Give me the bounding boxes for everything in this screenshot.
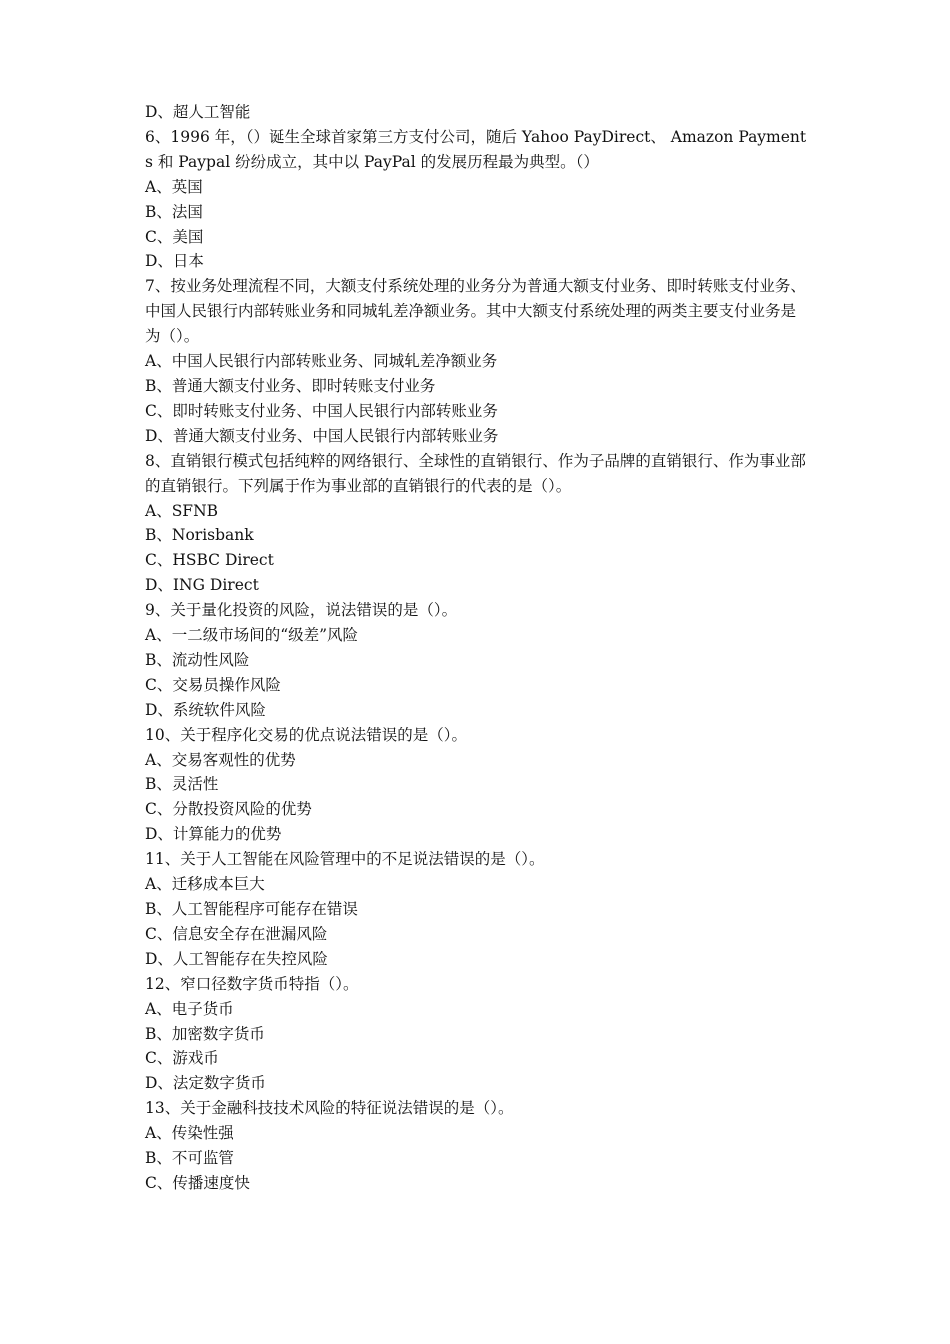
question-text: 6、1996 年，（）诞生全球首家第三方支付公司，随后 Yahoo PayDirect、 Amazon Payments 和 Paypal 纷纷成立，其中以 PayPal 的发展历程最为典型。（） — [145, 127, 807, 171]
option-text: C、即时转账支付业务、中国人民银行内部转账业务 — [145, 401, 498, 420]
option-text: D、日本 — [145, 252, 204, 271]
option-text: B、Norisbank — [145, 526, 254, 545]
question-text: 10、关于程序化交易的优点说法错误的是（）。 — [145, 725, 467, 744]
option-text: A、中国人民银行内部转账业务、同城轧差净额业务 — [145, 352, 498, 371]
option-text: B、灵活性 — [145, 775, 219, 794]
question-text: 8、直销银行模式包括纯粹的网络银行、全球性的直销银行、作为子品牌的直销银行、作为事业部的直销银行。下列属于作为事业部的直销银行的代表的是（）。 — [145, 451, 806, 495]
option-text: A、电子货币 — [145, 999, 234, 1018]
option-text: C、分散投资风险的优势 — [145, 800, 312, 819]
option-text: D、人工智能存在失控风险 — [145, 949, 328, 968]
option-text: D、系统软件风险 — [145, 700, 266, 719]
question-text: 12、窄口径数字货币特指（）。 — [145, 974, 359, 993]
option-text: D、普通大额支付业务、中国人民银行内部转账业务 — [145, 426, 499, 445]
option-text: C、游戏币 — [145, 1049, 219, 1068]
question-text: 13、关于金融科技技术风险的特征说法错误的是（）。 — [145, 1099, 514, 1118]
question-text: 7、按业务处理流程不同，大额支付系统处理的业务分为普通大额支付业务、即时转账支付业务、中国人民银行内部转账业务和同城轧差净额业务。其中大额支付系统处理的两类主要支付业务是为（）。 — [145, 277, 806, 346]
option-text: B、流动性风险 — [145, 650, 250, 669]
option-text: A、传染性强 — [145, 1124, 234, 1143]
option-text: D、超人工智能 — [145, 103, 251, 121]
option-text: C、传播速度快 — [145, 1173, 250, 1192]
option-text: D、ING Direct — [145, 576, 259, 595]
option-text: B、不可监管 — [145, 1149, 234, 1168]
option-text: C、HSBC Direct — [145, 551, 274, 570]
question-text: 11、关于人工智能在风险管理中的不足说法错误的是（）。 — [145, 850, 545, 869]
option-text: A、SFNB — [145, 501, 219, 520]
option-text: C、信息安全存在泄漏风险 — [145, 924, 328, 943]
option-text: A、交易客观性的优势 — [145, 750, 296, 769]
option-text: B、加密数字货币 — [145, 1024, 265, 1043]
option-text: B、人工智能程序可能存在错误 — [145, 900, 358, 918]
question-text: 9、关于量化投资的风险，说法错误的是（）。 — [145, 601, 458, 620]
document-body — [145, 100, 810, 1196]
option-text: C、美国 — [145, 227, 204, 246]
option-text: C、交易员操作风险 — [145, 675, 281, 694]
option-text: B、普通大额支付业务、即时转账支付业务 — [145, 376, 436, 395]
option-text: A、一二级市场间的“级差”风险 — [145, 626, 359, 645]
option-text: D、法定数字货币 — [145, 1074, 266, 1093]
option-text: D、计算能力的优势 — [145, 825, 282, 844]
option-text: A、迁移成本巨大 — [145, 875, 265, 894]
option-text: B、法国 — [145, 202, 203, 221]
option-text: A、英国 — [145, 177, 203, 196]
